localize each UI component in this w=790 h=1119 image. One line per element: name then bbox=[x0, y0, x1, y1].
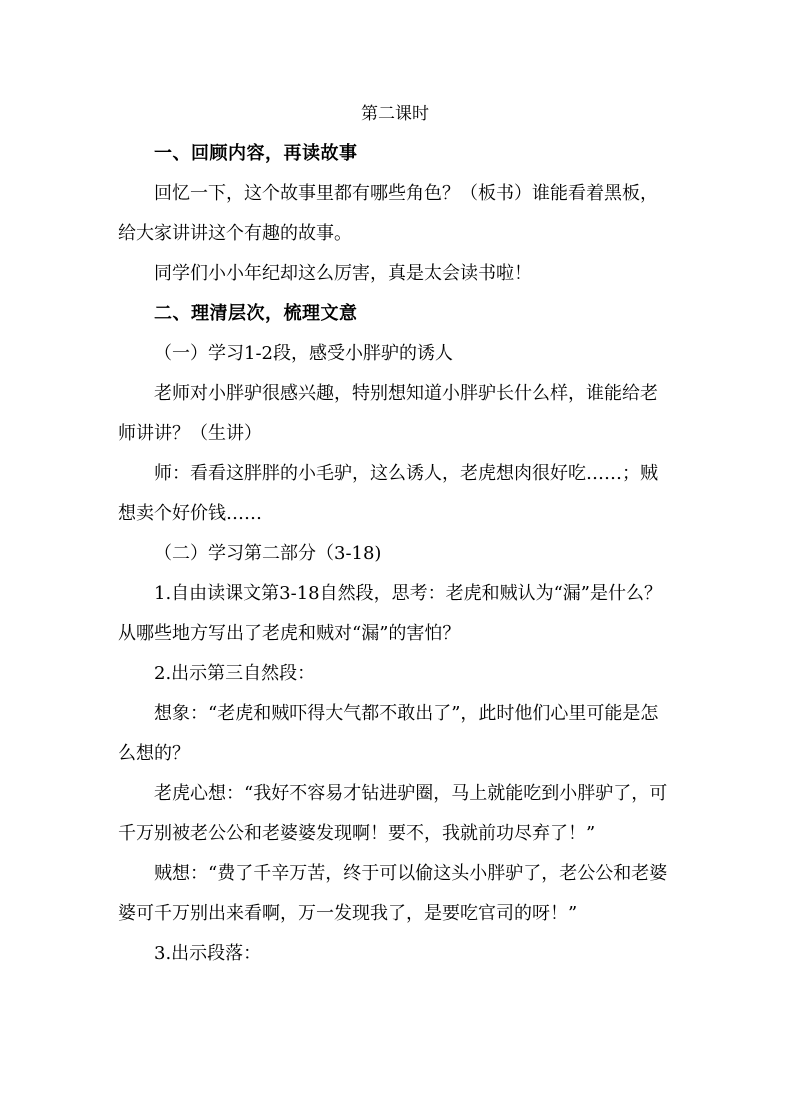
paragraph: 2.出示第三自然段： bbox=[154, 663, 316, 684]
paragraph: 老师对小胖驴很感兴趣，特别想知道小胖驴长什么样，谁能给老师讲讲？（生讲） bbox=[118, 383, 658, 444]
paragraph: 贼想：“费了千辛万苦，终于可以偷这头小胖驴了，老公公和老婆婆可千万别出来看啊，万一发现我了，是要吃官司的呀！” bbox=[118, 863, 668, 924]
paragraph: 同学们小小年纪却这么厉害，真是太会读书啦！ bbox=[154, 263, 532, 284]
section-heading-2: 二、理清层次，梳理文意 bbox=[154, 303, 358, 324]
paragraph: 师：看看这胖胖的小毛驴，这么诱人，老虎想肉很好吃……；贼想卖个好价钱…… bbox=[118, 463, 658, 524]
paragraph: 想象：“老虎和贼吓得大气都不敢出了”，此时他们心里可能是怎么想的？ bbox=[118, 703, 659, 764]
paragraph: 1.自由读课文第3-18自然段，思考：老虎和贼认为“漏”是什么？从哪些地方写出了老虎和贼对“漏”的害怕？ bbox=[118, 583, 663, 644]
section-heading-1: 一、回顾内容，再读故事 bbox=[154, 143, 358, 164]
subsection-heading-1: （一）学习1-2段，感受小胖驴的诱人 bbox=[154, 343, 453, 364]
paragraph: 回忆一下，这个故事里都有哪些角色？（板书）谁能看着黑板，给大家讲讲这个有趣的故事。 bbox=[118, 183, 658, 244]
paragraph: 3.出示段落： bbox=[154, 943, 262, 964]
paragraph: 老虎心想：“我好不容易才钻进驴圈，马上就能吃到小胖驴了，可千万别被老公公和老婆婆发现啊！要不，我就前功尽弃了！” bbox=[118, 783, 668, 844]
subsection-heading-2: （二）学习第二部分（3-18) bbox=[154, 543, 382, 564]
page-title: 第二课时 bbox=[361, 104, 429, 124]
